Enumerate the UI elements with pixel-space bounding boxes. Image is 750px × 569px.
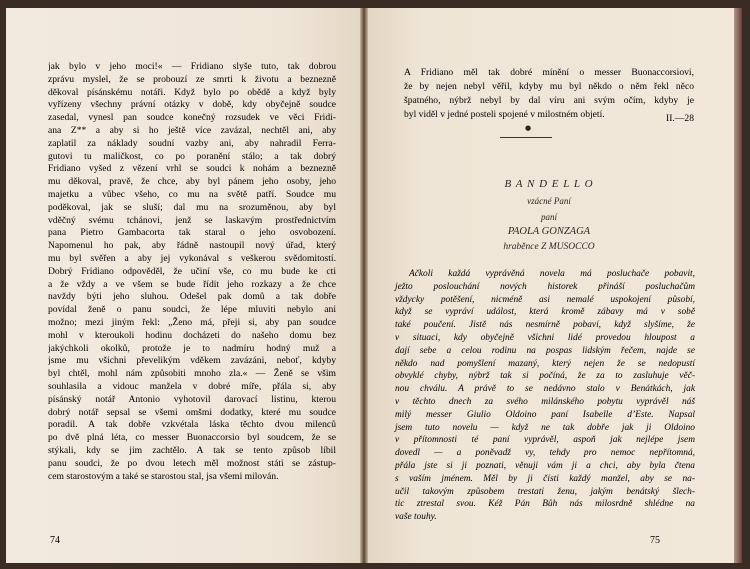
- text-line: zasedal, vynesl pan soudce konečný rozsudek ve věci Fridi-: [48, 112, 336, 124]
- text-line: možno; mezi jiným řekl: „Ženo má, přeji si, aby pan soudce: [48, 316, 336, 328]
- text-line: cem starostovým a také se starostou stal, jsa všemi milován.: [48, 470, 279, 482]
- text-line: stýkali, kdy se jim zachtělo. A tak se tento způsob líbil: [48, 444, 336, 456]
- text-line: děkoval písánskému notáři. Když bylo po obědě a když byly: [48, 86, 336, 98]
- text-line: Dobrý Fridiano odpověděl, že učiní vše, co mu bude ke cti: [48, 265, 336, 277]
- text-line: zaplatil za náklady soudní vazby ani, aby nahradil Ferra-: [48, 137, 336, 149]
- text-line: také poučení. Jistě nás nesmírně pobaví, když slyšíme, že: [395, 320, 695, 331]
- text-line: obvyklé chyby, nýbrž tak si počíná, že za to zasluhuje věč-: [395, 371, 695, 382]
- heading-title: hraběnce Z MUSOCCO: [503, 242, 595, 252]
- heading-pani: paní: [540, 212, 557, 222]
- text-line: někdo nad pomyšlení mazaný, který nejen že se nedopustí: [395, 358, 695, 369]
- text-line: mu byl svěřen a aby jej vykonával s veškerou svědomitostí.: [48, 252, 336, 264]
- text-line: když se vypráví událost, která kromě zábavy má v sobě: [395, 307, 695, 318]
- text-line: vaše touhy.: [395, 512, 437, 523]
- heading-author: B A N D E L L O: [504, 178, 594, 190]
- text-line: souhlasila a vidouc manžela v dobré míře, přála si, aby: [48, 380, 336, 392]
- text-line: pana Pietro Gambacorta tak staral o jeho osvobození.: [48, 227, 336, 239]
- book-cover-edge: [734, 8, 742, 563]
- text-line: byl chtěl, mohl nám způsobiti mnoho zla.« — Ženě se všim: [48, 368, 336, 380]
- text-line: milý messer Giulio Oldoino paní Isabelle d’Este. Napsal: [395, 409, 695, 420]
- text-line: tic ztrestal svou. Kéž Pán Bůh nás milosrdně shlédne na: [395, 499, 695, 510]
- text-line: mu děkoval, pravě, že chce, aby byl pánem jeho osoby, jeho: [48, 176, 336, 188]
- text-line: panu soudci, že po dvou letech měl možnost státi se zástup-: [48, 457, 336, 469]
- text-line: přála jste si ji poznati, věnuji vám ji a chci, aby byla čtena: [395, 460, 695, 471]
- page-number-left: 74: [50, 535, 60, 546]
- text-line: Napomenul ho pak, aby řádně nastoupil nový úřad, který: [48, 240, 336, 252]
- text-line: dovedl — a poněvadž vy, tehdy pro nemoc nepřítomná,: [395, 448, 695, 459]
- text-line: nou chválu. A právě to se nedávno stalo v Benátkách, jak: [395, 384, 695, 395]
- left-page-text: [48, 61, 336, 483]
- section-rule: [500, 137, 552, 138]
- chapter-reference: II.—28: [666, 113, 694, 124]
- text-line: gutovi tu maličkost, co po poranění stálo; a tak dobrý: [48, 150, 336, 162]
- text-line: jsme mu všichni převelikým vděkem zavázáni, neboť, kdyby: [48, 355, 336, 367]
- dedication-text: [395, 268, 695, 524]
- text-line: a že vždy a ve všem se bude řídit jeho rozkazy a že chce: [48, 278, 336, 290]
- text-line: že by nejen nebyl věřil, kdyby mu byl někdo o něm řekl něco: [404, 81, 694, 92]
- text-line: poděkoval, jak se sluší; dal mu na srozuměnou, aby byl: [48, 201, 336, 213]
- book-gutter: [360, 8, 368, 563]
- text-line: A Fridiano měl tak dobré mínění o messer Buonaccorsiovi,: [404, 67, 694, 78]
- text-line: povídal ženě o panu soudci, že lépe mluviti nebylo ani: [48, 304, 336, 316]
- text-line: poradil. A tak dobře vzkvétala láska těchto dvou milenců: [48, 419, 336, 431]
- text-line: dají sebe a celou rodinu na pospas lidským řečem, najde se: [395, 345, 695, 356]
- text-line: mohl v kteroukoli hodinu docházeti do našeho domu bez: [48, 329, 336, 341]
- heading-name: PAOLA GONZAGA: [507, 226, 591, 237]
- text-line: jsem tuto novelu — když ne tak dobře jak ji Oldoino: [395, 422, 695, 433]
- text-line: vyřízeny všechny právní otázky v době, kdy obyčejně soudce: [48, 99, 336, 111]
- text-line: v přítomnosti té paní vyprávěl, aspoň jak nejlépe jsem: [395, 435, 695, 446]
- text-line: písánský notář Antonio vyhotovil darovací listinu, kterou: [48, 393, 336, 405]
- text-line: dobrý notář sepsal se všemi omšmi dodatky, které mu soudce: [48, 406, 336, 418]
- page-number-right: 75: [650, 535, 660, 546]
- text-line: jak bylo v jeho moci!« — Fridiano slyše tuto, tak dobrou: [48, 61, 336, 72]
- text-line: s vaším jménem. Měl by ji čísti každý manžel, aby se na-: [395, 473, 695, 484]
- ornament-dot: ●: [524, 124, 532, 132]
- text-line: majetku a vůbec všeho, co mu na světě patří. Soudce mu: [48, 188, 336, 200]
- text-line: Ačkoli každá vyprávěná novela má posluchače pobavit,: [409, 269, 695, 279]
- text-line: v situaci, kdy obyčejně všichni lidé provedou hloupost a: [395, 332, 695, 343]
- heading-salutation: vzácné Paní: [527, 196, 571, 206]
- text-line: jakýchkoli okolků, protože je to nadmíru hodný muž a: [48, 342, 336, 354]
- text-line: v těchto dnech za svého milánského pobytu vyprávěl náš: [395, 396, 695, 407]
- text-line: byl viděl v jedné posteli spojené v milostném objetí.: [404, 109, 605, 120]
- text-line: Fridiano vyšed z vězení vrhl se soudci k nohám a beznezně: [48, 163, 336, 175]
- text-line: navždy býti jeho sluhou. Odešel pak domů a tak dobře: [48, 291, 336, 303]
- text-line: vděčný svému tchánovi, jenž se laskavým prostřednictvím: [48, 214, 336, 226]
- text-line: ježto poslouchání nových historek přináší posluchačům: [395, 281, 695, 292]
- text-line: učil takovým způsobem trestati ženu, jakým benátský šlech-: [395, 486, 695, 497]
- text-line: po dvě plná léta, co messer Buonaccorsio byl soudcem, že se: [48, 432, 336, 444]
- text-line: ana Z** a aby si ho ještě více zavázal, nechtěl ani, aby: [48, 124, 336, 136]
- text-line: vždycky potěšení, nicméně asi nemalé uspokojení působí,: [395, 294, 695, 305]
- text-line: zprávu myslel, že se probouzí ze smrti k životu a beznezně: [48, 73, 336, 85]
- text-line: špatného, nýbrž nebyl by dal víru ani svým očím, kdyby je: [404, 95, 694, 106]
